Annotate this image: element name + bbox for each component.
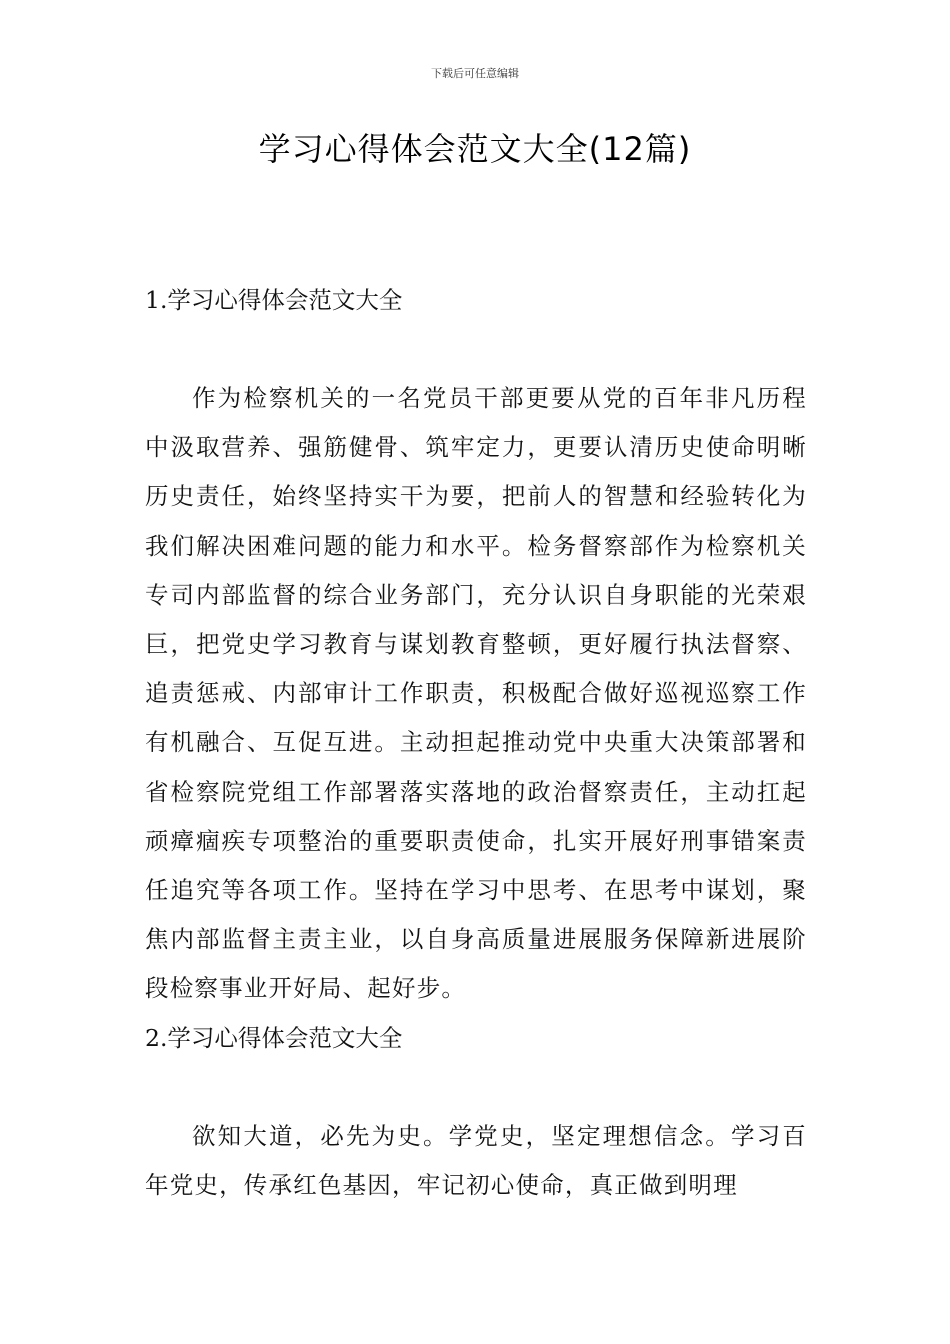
section-heading-1: 1.学习心得体会范文大全	[145, 286, 403, 314]
header-note: 下载后可任意编辑	[431, 67, 519, 80]
section-paragraph-1: 作为检察机关的一名党员干部更要从党的百年非凡历程中汲取营养、强筋健骨、筑牢定力，更要认清历史使命明晰历史责任，始终坚持实干为要，把前人的智慧和经验转化为我们解决困难问题的能力和水平。检务督察部作为检察机关专司内部监督的综合业务部门，充分认识自身职能的光荣艰巨，把党史学习教育与谋划教育整顿，更好履行执法督察、追责惩戒、内部审计工作职责，积极配合做好巡视巡察工作有机融合、互促互进。主动担起推动党中央重大决策部署和省检察院党组工作部署落实落地的政治督察责任，主动扛起顽瘴痼疾专项整治的重要职责使命，扎实开展好刑事错案责任追究等各项工作。坚持在学习中思考、在思考中谋划，聚焦内部监督主责主业，以自身高质量进展服务保障新进展阶段检察事业开好局、起好步。	[145, 384, 807, 1003]
document-title: 学习心得体会范文大全(12篇)	[258, 130, 692, 168]
document-body	[145, 276, 807, 1210]
section-heading-2: 2.学习心得体会范文大全	[145, 1023, 403, 1052]
section-paragraph-2: 欲知大道，必先为史。学党史，坚定理想信念。学习百年党史，传承红色基因，牢记初心使命，真正做到明理	[145, 1121, 807, 1199]
spacer	[145, 1063, 807, 1112]
spacer	[145, 325, 807, 374]
